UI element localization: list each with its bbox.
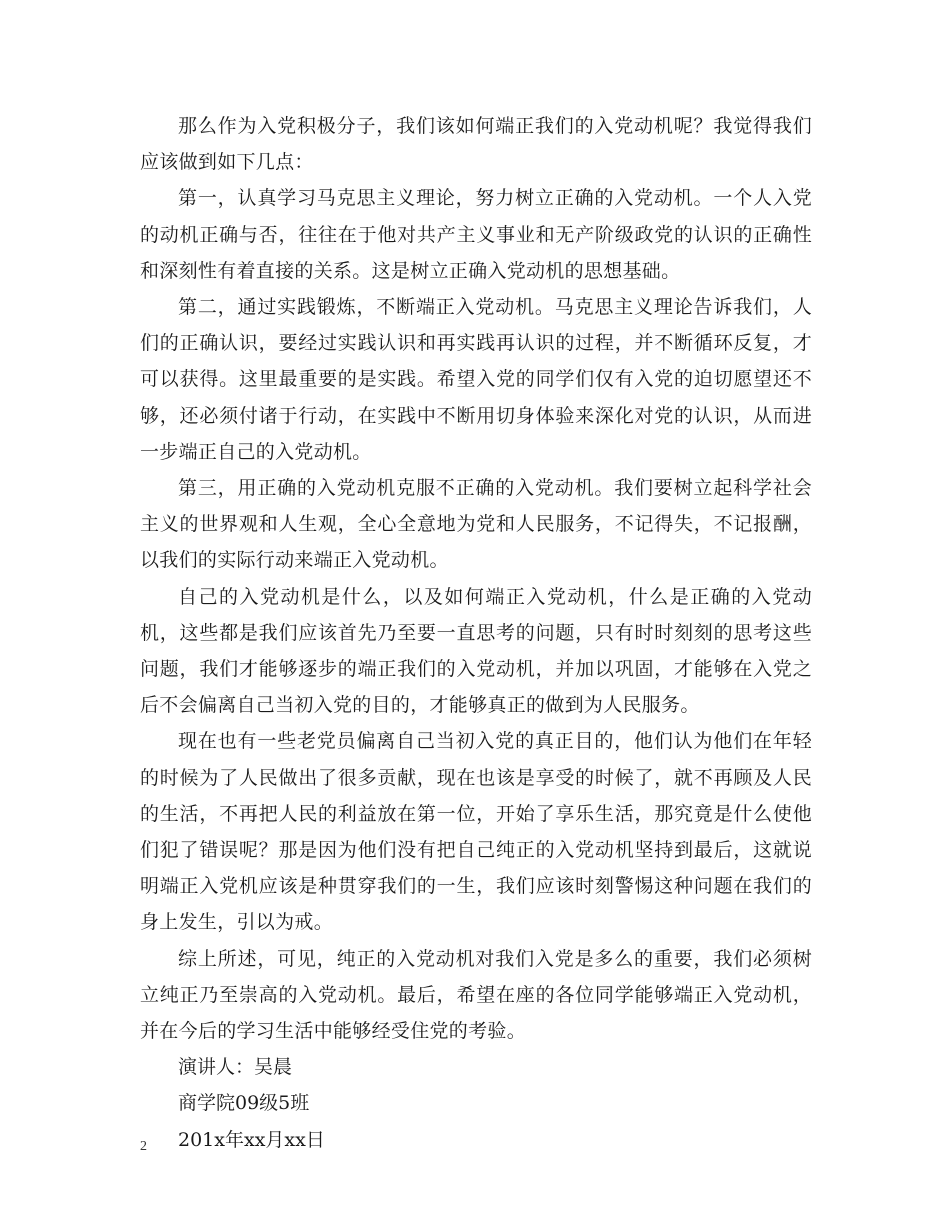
- page-number: 2: [140, 1139, 147, 1154]
- signature-date: 201x年xx月xx日: [178, 1128, 325, 1151]
- paragraph-reflection: 自己的入党动机是什么，以及如何端正入党动机，什么是正确的入党动机，这些都是我们应该首先乃至要一直思考的问题，只有时时刻刻的思考这些问题，我们才能够逐步的端正我们的入党动机，并加以巩固，才能够在入党之后不会偏离自己当初入党的目的，才能够真正的做到为人民服务。: [140, 585, 812, 717]
- paragraph-point-three: 第三，用正确的入党动机克服不正确的入党动机。我们要树立起科学社会主义的世界观和人生观，全心全意地为党和人民服务，不记得失，不记报酬，以我们的实际行动来端正入党动机。: [140, 477, 812, 572]
- signature-class: 商学院09级5班: [178, 1092, 310, 1115]
- paragraph-intro: 那么作为入党积极分子，我们该如何端正我们的入党动机呢？我觉得我们应该做到如下几点：: [140, 115, 812, 174]
- paragraph-veteran-members: 现在也有一些老党员偏离自己当初入党的真正目的，他们认为他们在年轻的时候为了人民做出了很多贡献，现在也该是享受的时候了，就不再顾及人民的生活，不再把人民的利益放在第一位，开始了享乐生活，那究竟是什么使他们犯了错误呢？那是因为他们没有把自己纯正的入党动机坚持到最后，这就说明端正入党机应该是种贯穿我们的一生，我们应该时刻警惕这种问题在我们的身上发生，引以为戒。: [140, 730, 812, 934]
- paragraph-point-one: 第一，认真学习马克思主义理论，努力树立正确的入党动机。一个人入党的动机正确与否，往往在于他对共产主义事业和无产阶级政党的认识的正确性和深刻性有着直接的关系。这是树立正确入党动机的思想基础。: [140, 187, 812, 282]
- paragraph-point-two: 第二，通过实践锻炼，不断端正入党动机。马克思主义理论告诉我们，人们的正确认识，要经过实践认识和再实践再认识的过程，并不断循环反复，才可以获得。这里最重要的是实践。希望入党的同学们仅有入党的迫切愿望还不够，还必须付诸于行动，在实践中不断用切身体验来深化对党的认识，从而进一步端正自己的入党动机。: [140, 296, 812, 463]
- document-body: [140, 108, 812, 1158]
- signature-speaker: 演讲人：吴晨: [178, 1056, 293, 1079]
- paragraph-conclusion: 综上所述，可见，纯正的入党动机对我们入党是多么的重要，我们必须树立纯正乃至崇高的入党动机。最后，希望在座的各位同学能够端正入党动机，并在今后的学习生活中能够经受住党的考验。: [140, 947, 812, 1043]
